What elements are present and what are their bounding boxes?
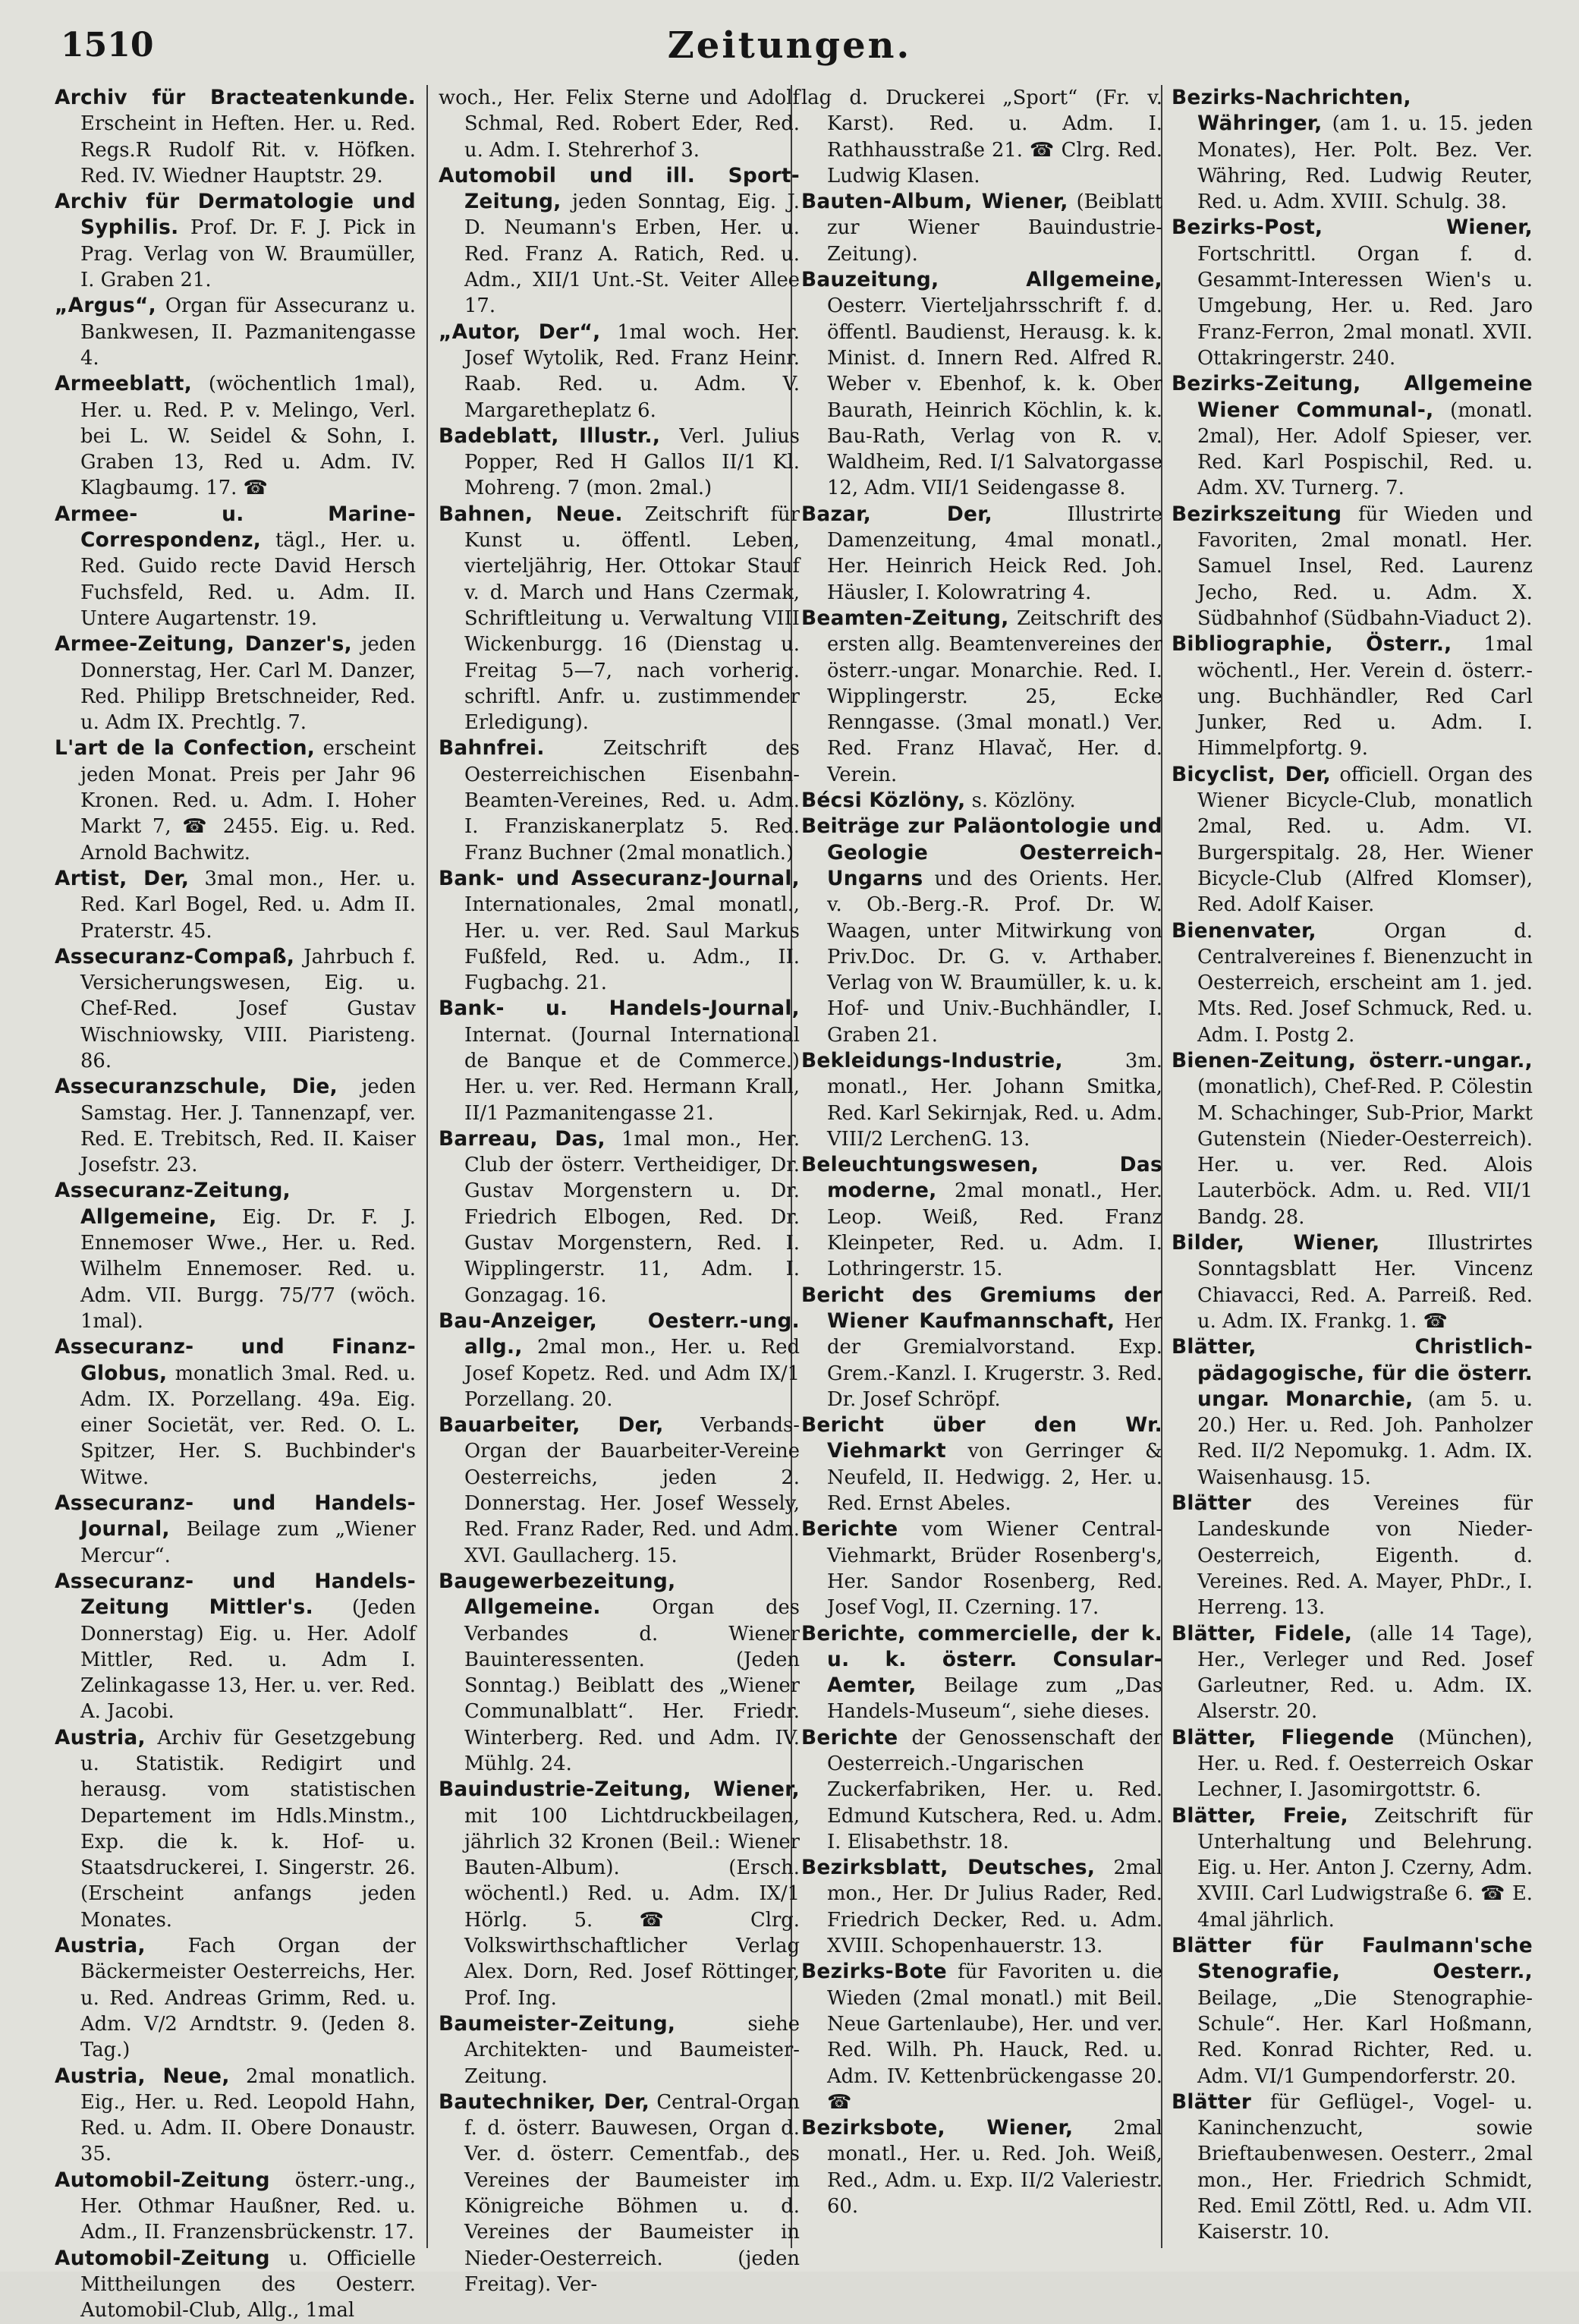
column-3 xyxy=(801,85,1162,2248)
directory-entry xyxy=(1172,918,1533,1048)
entry-headword: Assecuranz- und Handels-Journal, xyxy=(55,1491,416,1541)
directory-entry xyxy=(1172,1230,1533,1334)
entry-headword: Armee- u. Marine-Correspondenz, xyxy=(55,502,416,553)
directory-entry xyxy=(439,735,800,865)
directory-entry xyxy=(439,1777,800,2011)
entry-text: s. Közlöny. xyxy=(971,789,1076,813)
directory-entry xyxy=(1172,762,1533,918)
directory-entry xyxy=(439,996,800,1126)
entry-headword: Baugewerbezeitung, Allgemeine. xyxy=(439,1569,676,1620)
entry-headword: Bezirks-Bote xyxy=(801,1960,948,1984)
page-header xyxy=(0,21,1579,70)
entry-headword: „Autor, Der“, xyxy=(439,320,601,344)
entry-headword: Artist, Der, xyxy=(55,866,190,890)
entry-headword: Beamten-Zeitung, xyxy=(801,606,1009,630)
entry-text: Prof. Dr. F. J. Pick in Prag. Verlag von W. Braumüller, I. Graben 21. xyxy=(80,216,417,292)
entry-text: Central-Organ f. d. österr. Bauwesen, Organ d. Ver. d. österr. Cementfab., des Vereines der Baumeister im Königreiche Böhmen u. d. Vereines der Baumeister in Nieder-Oesterreich. (jeden Freitag). Ver- xyxy=(464,2090,800,2296)
entry-text: 2mal monatl., Her. u. Red. Joh. Weiß, Red., Adm. u. Exp. II/2 Valeriestr. 60. xyxy=(827,2117,1162,2219)
entry-text: Internationales, 2mal monatl., Her. u. ver. Red. Saul Markus Fußfeld, Red. u. Adm., II. Fugbachg. 21. xyxy=(464,893,800,995)
entry-headword: Archiv für Dermatologie und Syphilis. xyxy=(55,190,416,240)
entry-text: (München), Her. u. Red. f. Oesterreich Oskar Lechner, I. Jasomirgottstr. 6. xyxy=(1197,1726,1533,1802)
entry-headword: Blätter, Fliegende xyxy=(1172,1725,1395,1749)
entry-headword: Barreau, Das, xyxy=(439,1126,605,1151)
entry-headword: Archiv für Bracteatenkunde. xyxy=(55,86,416,109)
entry-text: 2mal mon., Her. u. Red Josef Kopetz. Red. und Adm IX/1 Porzellang. 20. xyxy=(464,1336,801,1411)
entry-text: 2mal mon., Her. Dr Julius Rader, Red. Friedrich Decker, Red. u. Adm. XVIII. Schopenhauerstr. 13. xyxy=(827,1856,1162,1958)
entry-headword: Bazar, Der, xyxy=(801,502,993,526)
entry-text: Verbands-Organ der Bauarbeiter-Vereine Oesterreichs, jeden 2. Donnerstag. Her. Josef Wessely, Red. Franz Rader, Red. und Adm. XVI. Gaullacherg. 15. xyxy=(464,1414,800,1567)
entry-headword: Bahnen, Neue. xyxy=(439,502,623,526)
entry-text: Jahrbuch f. Versicherungswesen, Eig. u. Chef-Red. Josef Gustav Wischniowsky, VIII. Piaristeng. 86. xyxy=(80,945,417,1072)
directory-entry xyxy=(55,293,416,371)
directory-entry xyxy=(801,2115,1162,2219)
entry-headword: Bericht des Gremiums der Wiener Kaufmannschaft, xyxy=(801,1283,1162,1333)
directory-entry xyxy=(1172,1048,1533,1230)
entry-text: Fortschrittl. Organ f. d. Gesammt-Interessen Wien's u. Umgebung, Her. u. Red. Jaro Franz-Ferron, 2mal monatl. XVII. Ottakringerstr. 240. xyxy=(1197,242,1533,370)
entry-headword: Bauarbeiter, Der, xyxy=(439,1413,664,1438)
entry-text: Zeitschrift für Unterhaltung und Belehrung. Eig. u. Her. Anton J. Czerny, Adm. XVIII. Carl Ludwigstraße 6. ☎ E. 4mal jährlich. xyxy=(1197,1804,1533,1932)
directory-entry xyxy=(55,1178,416,1334)
directory-entry xyxy=(1172,215,1533,371)
entry-headword: Bécsi Közlöny, xyxy=(801,789,966,813)
directory-entry xyxy=(55,2246,416,2324)
entry-headword: Badeblatt, Illustr., xyxy=(439,424,661,448)
entry-text: 3m. monatl., Her. Johann Smitka, Red. Karl Sekirnjak, Red. u. Adm. VIII/2 LerchenG. 13. xyxy=(827,1049,1162,1151)
directory-entry xyxy=(801,1516,1162,1620)
entry-text: tägl., Her. u. Red. Guido recte David Hersch Fuchsfeld, Red. u. Adm. II. Untere Augartenstr. 19. xyxy=(80,529,416,630)
directory-entry xyxy=(439,866,800,996)
entry-text: Zeitschrift des ersten allg. Beamtenvereines der österr.-ungar. Monarchie. Red. I. Wipplingerstr. 25, Ecke Renngasse. (3mal monatl.) Ver. Red. Franz Hlavač, Her. d. Verein. xyxy=(827,606,1163,786)
entry-headword: Bezirks-Nachrichten, Währinger, xyxy=(1172,86,1411,136)
directory-entry xyxy=(439,2089,800,2297)
entry-text: für Geflügel-, Vogel- u. Kaninchenzucht, sowie Brieftaubenwesen. Oesterr., 2mal mon., Her. Friedrich Schmidt, Red. Emil Zöttl, Red. u. Adm VII. Kaiserstr. 10. xyxy=(1197,2090,1533,2244)
entry-text: Erscheint in Heften. Her. u. Red. Regs.R Rudolf Rit. v. Höfken. Red. IV. Wiedner Hauptstr. 29. xyxy=(80,112,416,187)
entry-headword: Bienen-Zeitung, österr.-ungar., xyxy=(1172,1048,1533,1072)
entry-headword: Blätter xyxy=(1172,1491,1252,1516)
entry-headword: L'art de la Confection, xyxy=(55,736,316,760)
directory-entry xyxy=(1172,1803,1533,1933)
directory-entry xyxy=(439,320,800,424)
entry-headword: Bekleidungs-Industrie, xyxy=(801,1048,1063,1072)
directory-entry xyxy=(439,2011,800,2089)
directory-entry xyxy=(801,189,1162,267)
entry-text: monatlich 3mal. Red. u. Adm. IX. Porzellang. 49a. Eig. einer Societät, ver. Red. O. L. Spitzer, Her. S. Buchbinder's Witwe. xyxy=(80,1362,416,1489)
directory-entry xyxy=(55,1491,416,1569)
directory-entry xyxy=(1172,1725,1533,1803)
entry-text: 1mal mon., Her. Club der österr. Vertheidiger, Dr. Gustav Morgenstern u. Dr. Friedrich Elbogen, Red. Dr. Gustav Morgenstern, Red. I. Wipplingerstr. 11, Adm. I. Gonzagag. 16. xyxy=(464,1127,801,1307)
directory-entry xyxy=(439,1126,800,1308)
entry-text: Organ für Assecuranz u. Bankwesen, II. Pazmanitengasse 4. xyxy=(80,294,417,370)
directory-entry xyxy=(439,424,800,502)
entry-text: 2mal monatlich. Eig., Her. u. Red. Leopold Hahn, Red. u. Adm. II. Obere Donaustr. 35. xyxy=(80,2064,417,2166)
entry-text: Beilage zum „Das Handels-Museum“, siehe dieses. xyxy=(827,1674,1162,1724)
entry-text: jeden Samstag. Her. J. Tannenzapf, ver. Red. E. Trebitsch, Red. II. Kaiser Josefstr. 23. xyxy=(80,1075,416,1177)
column-1 xyxy=(55,85,417,2322)
entry-text: Illustrirtes Sonntagsblatt Her. Vincenz Chiavacci, Red. A. Parreiß. Red. u. Adm. IX. Frankg. 1. ☎ xyxy=(1197,1232,1533,1333)
entry-text: siehe Architekten- und Baumeister-Zeitung. xyxy=(464,2012,800,2088)
directory-entry xyxy=(439,1569,800,1777)
entry-text: (am 5. u. 20.) Her. u. Red. Joh. Panholzer Red. II/2 Nepomukg. 1. Adm. IX. Waisenhausg. 15. xyxy=(1197,1387,1533,1489)
directory-entry xyxy=(55,371,416,501)
entry-headword: Bilder, Wiener, xyxy=(1172,1231,1380,1255)
entry-text: (monatlich), Chef-Red. P. Cölestin M. Schachinger, Sub-Prior, Markt Gutenstein (Nieder-Oesterreich). Her. u. ver. Red. Alois Lauterböck. Adm. u. Red. VII/1 Bandg. 28. xyxy=(1197,1075,1533,1229)
directory-entry xyxy=(55,1074,416,1178)
entry-headword: Automobil und ill. Sport-Zeitung, xyxy=(439,163,800,214)
entry-text: Illustrirte Damenzeitung, 4mal monatl., Her. Heinrich Heick Red. Joh. Häusler, I. Kolowratring 4. xyxy=(827,502,1162,604)
directory-entry xyxy=(1172,631,1533,761)
entry-headword: Assecuranz-Compaß, xyxy=(55,944,295,968)
directory-entry xyxy=(55,944,416,1074)
entry-headword: Beiträge zur Paläontologie und Geologie Oesterreich-Ungarns xyxy=(801,814,1162,890)
directory-entry xyxy=(801,1725,1162,1855)
directory-entry xyxy=(55,1334,416,1491)
entry-text: (wöchentlich 1mal), Her. u. Red. P. v. Melingo, Verl. bei L. W. Seidel & Sohn, I. Graben 13, Red u. Adm. IV. Klagbaumg. 17. ☎ xyxy=(80,373,416,500)
directory-entry xyxy=(801,1412,1162,1516)
directory-entry xyxy=(801,502,1162,606)
entry-text: Beilage zum „Wiener Mercur“. xyxy=(80,1518,416,1567)
directory-entry xyxy=(801,1855,1162,1959)
entry-headword: Blätter xyxy=(1172,2089,1252,2114)
directory-entry xyxy=(55,735,416,865)
directory-entry xyxy=(439,1308,800,1412)
entry-headword: Bauten-Album, Wiener, xyxy=(801,190,1068,214)
entry-headword: Bezirks-Zeitung, Allgemeine Wiener Communal-, xyxy=(1172,372,1533,422)
entry-headword: Blätter, Fidele, xyxy=(1172,1621,1353,1645)
entry-headword: Bicyclist, Der, xyxy=(1172,762,1331,786)
entry-text: 2mal monatl., Her. Leop. Weiß, Red. Franz Kleinpeter, Red. u. Adm. I. Lothringerstr. 15. xyxy=(827,1179,1162,1281)
entry-text: Fach Organ der Bäckermeister Oesterreichs, Her. u. Red. Andreas Grimm, Red. u. Adm. V/2 Arndtstr. 9. (Jeden 8. Tag.) xyxy=(80,1935,417,2062)
entry-headword: Bericht über den Wr. Viehmarkt xyxy=(801,1413,1162,1463)
entry-text: Beilage, „Die Stenographie-Schule“. Her. Karl Hoßmann, Red. Konrad Richter, Red. u. Adm. VI/1 Gumpendorferstr. 20. xyxy=(1197,1986,1533,2088)
entry-text: mit 100 Lichtdruckbeilagen, jährlich 32 Kronen (Beil.: Wiener Bauten-Album). (Ersch. wöchentl.) Red. u. Adm. IX/1 Hörlg. 5. ☎ Clrg. Volkswirthschaftlicher Verlag Alex. Dorn, Red. Josef Röttinger, Prof. Ing. xyxy=(464,1804,800,2010)
entry-headword: Armeeblatt, xyxy=(55,372,193,396)
entry-headword: Bauzeitung, Allgemeine, xyxy=(801,268,1162,292)
directory-entry xyxy=(55,1933,416,2063)
entry-text: jeden Donnerstag, Her. Carl M. Danzer, Red. Philipp Bretschneider, Red. u. Adm IX. Prechtlg. 7. xyxy=(80,633,417,735)
running-title: Zeitungen. xyxy=(667,24,912,67)
entry-text: des Vereines für Landeskunde von Nieder-Oesterreich, Eigenth. d. Vereines. Red. A. Mayer, PhDr., I. Herreng. 13. xyxy=(1197,1492,1533,1620)
column-2 xyxy=(439,85,801,2296)
entry-text: (am 1. u. 15. jeden Monates), Her. Polt. Bez. Ver. Währing, Red. Ludwig Reuter, Red. u. Adm. XVIII. Schulg. 38. xyxy=(1197,112,1533,214)
directory-entry xyxy=(801,1152,1162,1282)
entry-headword: Automobil-Zeitung xyxy=(55,2168,270,2192)
directory-entry xyxy=(1172,85,1533,215)
entry-text: jeden Sonntag, Eig. J. D. Neumann's Erben, Her. u. Red. Franz A. Ratich, Red. u. Adm., XII/1 Unt.-St. Veiter Allee 17. xyxy=(464,191,800,318)
directory-entry xyxy=(55,1569,416,1725)
entry-headword: Assecuranz- und Finanz-Globus, xyxy=(55,1335,416,1385)
entry-headword: Beleuchtungswesen, Das moderne, xyxy=(801,1153,1162,1203)
entry-text: lag d. Druckerei „Sport“ (Fr. v. Karst). Red. u. Adm. I. Rathhausstraße 21. ☎ Clrg. Red. Ludwig Klasen. xyxy=(801,87,1162,187)
entry-headword: Austria, xyxy=(55,1725,146,1749)
entry-headword: Bezirkszeitung xyxy=(1172,502,1342,526)
entry-text: der Genossenschaft der Oesterreich.-Ungarischen Zuckerfabriken, Her. u. Red. Edmund Kutschera, Red. u. Adm. I. Elisabethstr. 18. xyxy=(827,1726,1162,1853)
directory-entry xyxy=(1172,502,1533,631)
directory-entry xyxy=(439,1412,800,1569)
entry-headword: Blätter, Freie, xyxy=(1172,1803,1348,1828)
entry-headword: Bezirksblatt, Deutsches, xyxy=(801,1856,1096,1880)
entry-text: Archiv für Gesetzgebung u. Statistik. Redigirt und herausg. vom statistischen Departement im Hdls.Minstm., Exp. die k. k. Hof- u. Staatsdruckerei, I. Singerstr. 26. (Erscheint anfangs jeden Monates. xyxy=(80,1726,416,1932)
entry-headword: Bezirks-Post, Wiener, xyxy=(1172,216,1533,240)
entry-headword: Bauindustrie-Zeitung, Wiener, xyxy=(439,1778,800,1802)
directory-entry xyxy=(801,267,1162,502)
column-rule xyxy=(426,85,428,2248)
entry-headword: Armee-Zeitung, Danzer's, xyxy=(55,632,352,657)
entry-text: (alle 14 Tage), Her., Verleger und Red. Josef Garleutner, Red. u. Adm. IX. Alserstr. 20. xyxy=(1197,1622,1533,1724)
entry-text: Organ d. Centralvereines f. Bienenzucht in Oesterreich, erscheint am 1. jed. Mts. Red. Josef Schmuck, Red. u. Adm. I. Postg 2. xyxy=(1197,919,1533,1047)
entry-headword: Bibliographie, Österr., xyxy=(1172,632,1452,657)
directory-entry xyxy=(801,1048,1162,1152)
entry-headword: Bank- u. Handels-Journal, xyxy=(439,997,800,1021)
directory-entry xyxy=(55,2064,416,2168)
entry-headword: Bahnfrei. xyxy=(439,736,545,760)
directory-entry xyxy=(1172,1334,1533,1491)
page-number: 1510 xyxy=(61,26,154,65)
column-4 xyxy=(1172,85,1533,2248)
directory-entry xyxy=(55,866,416,944)
entry-headword: Automobil-Zeitung xyxy=(55,2246,270,2270)
entry-headword: Bank- und Assecuranz-Journal, xyxy=(439,866,800,890)
entry-headword: Blätter für Faulmann'sche Stenografie, Oesterr., xyxy=(1172,1934,1533,1984)
entry-text: für Favoriten u. die Wieden (2mal monatl.) mit Beil. Neue Gartenlaube), Her. und ver. Red. Wilh. Ph. Hauck, Red. u. Adm. IV. Kettenbrückengasse 20. ☎ xyxy=(827,1960,1162,2114)
entry-text: vom Wiener Central-Viehmarkt, Brüder Rosenberg's, Her. Sandor Rosenberg, Red. Josef Vogl, II. Czerning. 17. xyxy=(827,1518,1162,1620)
entry-headword: Assecuranz- und Handels-Zeitung Mittler's. xyxy=(55,1569,416,1620)
directory-entry xyxy=(55,502,416,631)
directory-entry xyxy=(439,502,800,736)
entry-text: und des Orients. Her. v. Ob.-Berg.-R. Prof. Dr. W. Waagen, unter Mitwirkung von Priv.Doc. Dr. G. v. Arthaber. Verlag von W. Braumüller, k. u. k. Hof- und Univ.-Buchhändler, I. Graben 21. xyxy=(827,867,1163,1047)
entry-headword: Baumeister-Zeitung, xyxy=(439,2011,676,2036)
entry-text: österr.-ung., Her. Othmar Haußner, Red. u. Adm., II. Franzensbrückenstr. 17. xyxy=(80,2168,416,2244)
directory-entry xyxy=(801,606,1162,788)
entry-headword: „Argus“, xyxy=(55,294,156,318)
directory-entry xyxy=(1172,2089,1533,2246)
entry-headword: Bienenvater, xyxy=(1172,918,1316,943)
entry-text: Eig. Dr. F. J. Ennemoser Wwe., Her. u. Red. Wilhelm Ennemoser. Red. u. Adm. VII. Burgg. 75/77 (wöch. 1mal). xyxy=(80,1205,416,1333)
directory-entry xyxy=(801,85,1162,189)
entry-text: Oesterr. Vierteljahrsschrift f. d. öffentl. Baudienst, Herausg. k. k. Minist. d. Innern Red. Alfred R. Weber v. Ebenhof, k. k. Ober Baurath, Heinrich Köchlin, k. k. Bau-Rath, Verlag von R. v. Waldheim, Red. I/1 Salvatorgasse 12, Adm. VII/1 Seidengasse 8. xyxy=(827,294,1162,500)
entry-text: (monatl. 2mal), Her. Adolf Spieser, ver. Red. Karl Pospischil, Red. u. Adm. XV. Turnerg. 7. xyxy=(1197,398,1533,500)
entry-text: woch., Her. Felix Sterne und Adolf Schmal, Red. Robert Eder, Red. u. Adm. I. Stehrerhof 3. xyxy=(439,87,800,162)
directory-entry xyxy=(55,631,416,735)
entry-text: Organ des Verbandes d. Wiener Bauinteressenten. (Jeden Sonntag.) Beiblatt des „Wiener Communalblatt“. Her. Friedr. Winterberg. Red. und Adm. IV. Mühlg. 24. xyxy=(464,1596,800,1775)
entry-headword: Assecuranzschule, Die, xyxy=(55,1075,338,1099)
entry-text: 1mal woch. Her. Josef Wytolik, Red. Franz Heinr. Raab. Red. u. Adm. V. Margaretheplatz 6. xyxy=(464,320,800,422)
directory-entry xyxy=(55,1725,416,1933)
entry-text: Zeitschrift für Kunst u. öffentl. Leben, vierteljährig, Her. Ottokar Stauf v. d. March und Hans Czermak, Schriftleitung u. Verwaltung VIII Wickenburgg. 16 (Dienstag u. Freitag 5—7, nach vorherig. schriftl. Anfr. u. zustimmender Erledigung). xyxy=(464,502,800,735)
entry-text: 3mal mon., Her. u. Red. Karl Bogel, Red. u. Adm II. Praterstr. 45. xyxy=(80,867,417,943)
directory-entry xyxy=(801,1621,1162,1725)
entry-headword: Bezirksbote, Wiener, xyxy=(801,2116,1074,2140)
directory-entry xyxy=(55,85,416,189)
entry-headword: Blätter, Christlich-pädagogische, für die österr. ungar. Monarchie, xyxy=(1172,1335,1533,1411)
entry-headword: Austria, xyxy=(55,1934,146,1958)
entry-text: (Jeden Donnerstag) Eig. u. Her. Adolf Mittler, Red. u. Adm I. Zelinkagasse 13, Her. u. ver. Red. A. Jacobi. xyxy=(80,1596,416,1724)
entry-text: Internat. (Journal International de Banque et de Commerce.) Her. u. ver. Red. Hermann Krall, II/1 Pazmanitengasse 21. xyxy=(464,1023,800,1125)
entry-text: erscheint jeden Monat. Preis per Jahr 96 Kronen. Red. u. Adm. I. Hoher Markt 7, ☎ 2455. Eig. u. Red. Arnold Bachwitz. xyxy=(80,737,417,864)
entry-text: Zeitschrift des Oesterreichischen Eisenbahn-Beamten-Vereines, Red. u. Adm. I. Franziskanerplatz 5. Red. Franz Buchner (2mal monatlich.) xyxy=(464,737,801,864)
entry-headword: Austria, Neue, xyxy=(55,2064,230,2088)
entry-text: von Gerringer & Neufeld, II. Hedwigg. 2, Her. u. Red. Ernst Abeles. xyxy=(827,1440,1162,1516)
directory-entry xyxy=(55,189,416,293)
entry-text: (Beiblatt zur Wiener Bauindustrie-Zeitung). xyxy=(827,191,1162,266)
entry-headword: Berichte xyxy=(801,1725,898,1749)
entry-text: u. Officielle Mittheilungen des Oesterr. Automobil-Club, Allg., 1mal xyxy=(80,2247,416,2322)
entry-headword: Bautechniker, Der, xyxy=(439,2089,650,2114)
entry-text: Her der Gremialvorstand. Exp. Grem.-Kanzl. I. Krugerstr. 3. Red. Dr. Josef Schröpf. xyxy=(827,1309,1162,1411)
entry-text: officiell. Organ des Wiener Bicycle-Club, monatlich 2mal, Red. u. Adm. VI. Burgerspitalg. 28, Her. Wiener Bicycle-Club (Alfred Klomser), Red. Adolf Kaiser. xyxy=(1197,763,1533,917)
directory-entry xyxy=(439,163,800,320)
entry-headword: Berichte, commercielle, der k. u. k. österr. Consular-Aemter, xyxy=(801,1621,1162,1698)
entry-headword: Assecuranz-Zeitung, Allgemeine, xyxy=(55,1179,291,1229)
directory-entry xyxy=(1172,371,1533,501)
directory-entry xyxy=(55,2168,416,2246)
directory-entry xyxy=(801,788,1162,814)
directory-entry xyxy=(801,1283,1162,1412)
directory-entry xyxy=(801,814,1162,1048)
directory-entry xyxy=(439,85,800,163)
directory-entry xyxy=(801,1959,1162,2115)
entry-text: Verl. Julius Popper, Red H Gallos II/1 Kl. Mohreng. 7 (mon. 2mal.) xyxy=(464,424,800,500)
entry-text: für Wieden und Favoriten, 2mal monatl. Her. Samuel Insel, Red. Laurenz Jecho, Red. u. Adm. X. Südbahnhof (Südbahn-Viaduct 2). xyxy=(1197,502,1533,630)
directory-entry xyxy=(1172,1491,1533,1620)
directory-entry xyxy=(1172,1933,1533,2089)
entry-text: 1mal wöchentl., Her. Verein d. österr.-ung. Buchhändler, Red Carl Junker, Red u. Adm. I. Himmelpfortg. 9. xyxy=(1197,633,1533,760)
directory-entry xyxy=(1172,1621,1533,1725)
entry-headword: Bau-Anzeiger, Oesterr.-ung. allg., xyxy=(439,1308,800,1359)
entry-headword: Berichte xyxy=(801,1517,898,1541)
